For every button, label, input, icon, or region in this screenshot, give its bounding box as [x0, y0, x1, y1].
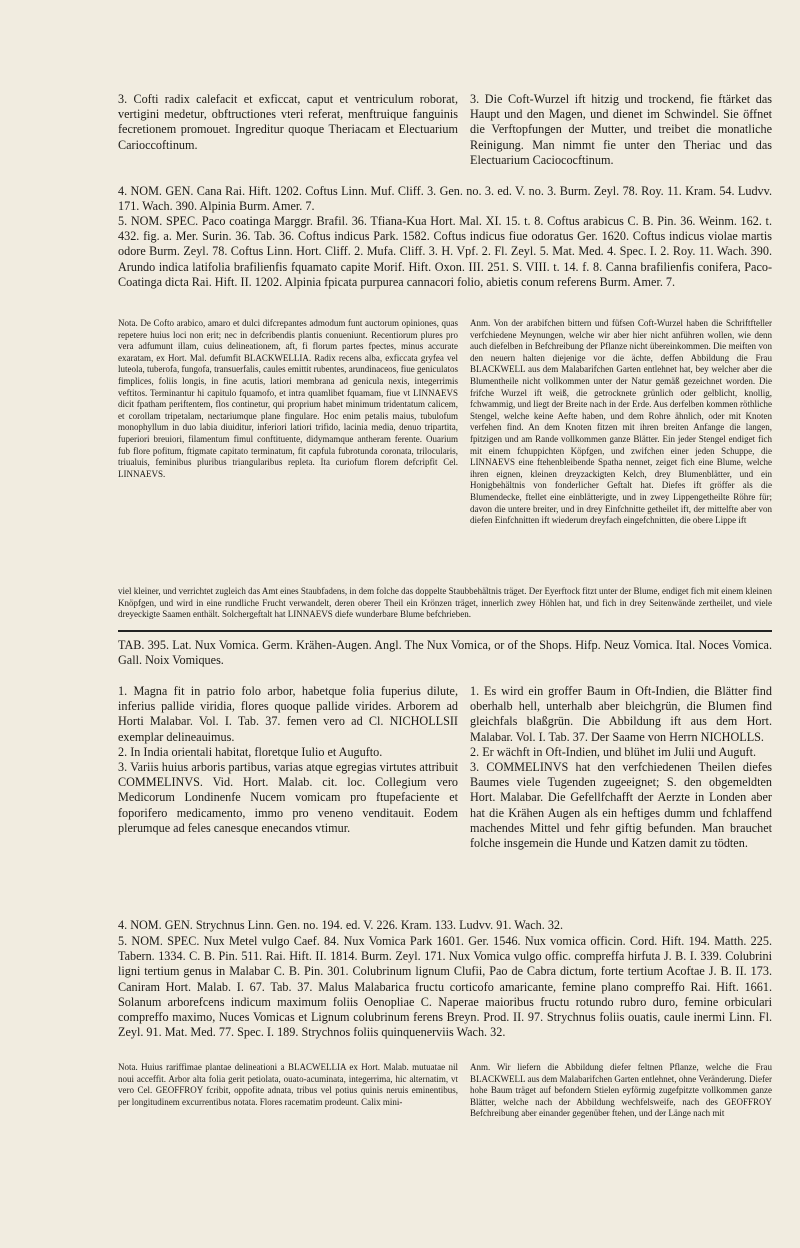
costus-german-paragraph-3: 3. Die Coft-Wurzel ift hitzig und trockend, fie ftärket das Haupt und den Magen, und dienet im Schwindel. Sie öffnet die Verftopfungen der Mutter, und treibet die monatliche Reinigung. Man nimmt fie unter den Theriac und das Electuarium Caciococftinum.	[470, 92, 772, 167]
nux-german-paragraph-2: 2. Er wächft in Oft-Indien, und blühet im Julii und Auguft.	[470, 744, 757, 759]
nux-latin-paragraph-3: 3. Variis huius arboris partibus, varias atque egregias virtutes attribuit COMMELINVS. Vid. Hort. Malab. cit. loc. Collegium vero Medicorum Londinenfe Nucem vomicam pro ftupefaciente et foporifero medicamento, immo pro veneno venditauit. Eodem plerumque ad feles canesque enecandos vtimur.	[118, 760, 458, 835]
costus-note-latin: Nota. De Cofto arabico, amaro et dulci difcrepantes admodum funt auctorum opiniones, quas repetere huius loci non erit; nec in defcribendis plantis conueniunt. Recentiorum plures pro vera adfumunt illam, cuius delineationem, aft, fi florum partes fpectes, minus accurate exaratam, ex Hort. Mal. defumfit BLACKWELLIA. Radix recens alba, exficcata gryfea vel luteola, tuberofa, fungofa, transuerfalis, caules emittit rubentes, arundinaceos, fiue geniculatos fimplices, foliis longis, in fine acutis, latiori membrana ad genicula nexis, integerrimis veftitos. Terminantur hi capitulo fquamofo, et intra quamlibet fquamam, fiue vt LINNAEVS dicit fpatham periftentem, flos continetur, qui proprium habet minimum tridentatum calicem, et corollam tripetalam, nectariumque plane fingulare. Hoc enim petalis maius, tubulofum monophyllum in duo labia diuiditur, inferiori latiori trifido, lacinia media, denuo tripartita, fuperiori breuiori, filamentum fimul conftituente, didymamque antheram ferente. Ouarium fub flore pofitum, ftigmate capitato terminatum, fit capfula fubrotunda coronata, trilocularis, triualuis, feminibus pluribus triangularibus repleta. Ita curiofum florem defcripfit Cel. LINNAEVS.	[118, 318, 458, 479]
costus-note-german: Anm. Von der arabifchen bittern und füfsen Coft-Wurzel haben die Schriftfteller verfchiedene Meynungen, welche wir aber hier nicht anführen wollen, wie denn auch diefelben in Befchreibung der Pflanze nicht übereinkommen. Die meiften von den neuern halten diejenige vor die ächte, deffen Abbildung die Frau BLACKWELL aus dem Malabarifchen Garten entlehnet hat, bey welcher aber die Blumentheile nicht vollkommen unter der Natur gemäß gezeichnet worden. Die frifche Wurzel ift weiß, die getrocknete grünlich oder gelblicht, knollig, fchwammig, und liegt der Breite nach in der Erde. Aus derfelben kommen röthliche Stengel, welche keine Aefte haben, und dem Rohre ähnlich, oder mit Knoten verfehen find. An dem Knoten fitzen mit ihren breiten Anfange die langen, fpitzigen und am Rande vollkommen ganze Blätter. Ein jeder Stengel endiget fich mit einem fchuppichten Köpfgen, und zwifchen einer jeden Schuppe, die LINNAEVS eine ftehenbleibende Spatha nennet, zeiget fich eine Blume, welche ihren eignen, kleinen dreyzackigten Kelch, drey Blumenblätter, und ein Honigbehältnis von fonderlicher Geftalt hat. Diefes ift gröffer als die Blumendecke, ftellet eine einblätterigte, und in zwey Lippengetheilte Röhre für; davon die untere breiter, und in drey Einfchnitte getheilet ift, der mittelfte aber von diefen Einfchnitten ift wiederum dreyfach eingefchnitten, die obere Lippe ift	[470, 318, 772, 526]
nux-latin-paragraph-2: 2. In India orientali habitat, floretque Iulio et Augufto.	[118, 744, 383, 759]
nux-nom-gen: 4. NOM. GEN. Strychnus Linn. Gen. no. 194. ed. V. 226. Kram. 133. Ludvv. 91. Wach. 32.	[118, 918, 564, 932]
nux-vomica-german-column	[470, 684, 772, 851]
nux-note-latin: Nota. Huius rariffimae plantae delineationi a BLACWELLIA ex Hort. Malab. mutuatae nil noui acceffit. Arbor alta folia gerit petiolata, ouato-acuminata, integerrima, hic alternatim, vt vero Cel. GEOFFROY fcribit, oppofite adnata, tribus vel potius quinis neruis eminentibus, per longitudinem excurrentibus notata. Flores racematim prodeunt. Calix mini-	[118, 1062, 458, 1107]
tab-395-heading: TAB. 395. Lat. Nux Vomica. Germ. Krähen-Augen. Angl. The Nux Vomica, or of the Shops. Hifp. Neuz Vomica. Ital. Noces Vomica. Gall. Noix Vomiques.	[118, 638, 772, 668]
nux-latin-paragraph-1: 1. Magna fit in patrio folo arbor, habetque folia fuperius dilute, inferius pallide viridia, flores quoque pallide virides. Arborem ad Horti Malabar. Vol. I. Tab. 37. femen vero ad Cl. NICHOLLSII exemplar delineauimus.	[118, 684, 458, 744]
nux-german-paragraph-3: 3. COMMELINVS hat den verfchiedenen Theilen diefes Baumes viele Tugenden zugeeignet; S. den obgemeldten Hort. Malabar. Die Gefellfchafft der Aerzte in Londen aber hat die Krähen Augen als ein heftiges dumm und fchlaffend machendes Mittel und fehr giftig befunden. Man brauchet folche insgemein die Hunde und Katzen damit zu tödten.	[470, 760, 772, 851]
nux-nom-spec: 5. NOM. SPEC. Nux Metel vulgo Caef. 84. Nux Vomica Park 1601. Ger. 1546. Nux vomica officin. Cord. Hift. 194. Matth. 225. Tabern. 1334. C. B. Pin. 511. Rai. Hift. II. 1814. Burm. Zeyl. 171. Nux Vomica vulgo offic. compreffa hirfuta J. B. I. 339. Colubrini ligni tertium genus in Malabar C. B. Pin. 301. Colubrinum lignum Clufii, Pao de Cabra dictum, forte tertium Acoftae J. B. II. 173. Caniram Hort. Malab. I. 67. Tab. 37. Malus Malabarica fructu corticofo amaricante, femine plano compreffo Rai. Hift. 1661. Solanum arborefcens indicum maximum foliis Oenopliae C. Naperae maioribus fructu rotundo rubro duro, femine orbiculari compreffo maximo, Nuces Vomicas et Lignum colubrinum ferens Breyn. Prod. II. 97. Strychnus foliis ouatis, caule inermi Linn. Fl. Zeyl. 91. Mat. Med. 77. Spec. I. 189. Strychnos foliis quinquenerviis Wach. 32.	[118, 934, 772, 1040]
nux-vomica-latin-column	[118, 684, 458, 836]
costus-note-german-continued: viel kleiner, und verrichtet zugleich das Amt eines Staubfadens, in dem folche das doppelte Staubbehältnis träget. Der Eyerftock fitzt unter der Blume, endiget fich mit einem kleinen Knöpfgen, und wird in eine rundliche Frucht verwandelt, deren oberer Theil ein Krönzen träget, innerlich zwey Höhlen hat, und fich in drey Seitenwände zertheilet, und viele dreyeckigte Saamen enthält. Solchergeftalt hat LINNAEVS diefe wunderbare Blume befchrieben.	[118, 586, 772, 620]
costus-nom-gen: 4. NOM. GEN. Cana Rai. Hift. 1202. Coftus Linn. Muf. Cliff. 3. Gen. no. 3. ed. V. no. 3. Burm. Zeyl. 78. Roy. 11. Kram. 54. Ludvv. 171. Wach. 390. Alpinia Burm. Amer. 7.	[118, 184, 772, 214]
costus-latin-paragraph-3: 3. Cofti radix calefacit et exficcat, caput et ventriculum roborat, vertigini medetur, obftructiones vteri referat, menftruique fanguinis fecretionem promouet. Ingreditur quoque Theriacam et Electuarium Carioccoftinum.	[118, 92, 458, 152]
costus-nom-spec: 5. NOM. SPEC. Paco coatinga Marggr. Brafil. 36. Tfiana-Kua Hort. Mal. XI. 15. t. 8. Coftus arabicus C. B. Pin. 36. Weinm. 162. t. 432. fig. a. Mer. Surin. 36. Tab. 36. Coftus indicus Park. 1582. Coftus indicus fiue odoratus Ger. 1620. Coftus indicus violae martis odore Burm. Zeyl. 78. Coftus Linn. Hort. Cliff. 2. Mufa. Cliff. 3. H. Vpf. 2. Fl. Zeyl. 5. Mat. Med. 4. Spec. I. 2. Roy. 11. Wach. 390. Arundo indica latifolia brafilienfis fquamato capite Morif. Hift. Oxon. III. 251. S. VIII. t. 14. f. 8. Canna brafilienfis conifera, Paco-Coatinga dicta Rai. Hift. II. 1202. Alpinia fpicata purpurea cannacori folio, abietis conum referens Burm. Amer. 7.	[118, 214, 772, 289]
nux-german-paragraph-1: 1. Es wird ein groffer Baum in Oft-Indien, die Blätter find oberhalb hell, unterhalb aber bleichgrün, die Blumen find gleichfals blaßgrün. Die Abbildung ift aus dem Hort. Malabar. Vol. I. Tab. 37. Der Saame von Herrn NICHOLLS.	[470, 684, 772, 744]
nux-note-german: Anm. Wir liefern die Abbildung diefer feltnen Pflanze, welche die Frau BLACKWELL aus dem Malabarifchen Garten entlehnet, ohne Veränderung. Diefer hohe Baum träget auf befondern Stielen eyförmig zugefpitzte vollkommen ganze Blätter, welche nach der Abbildung wechfelsweife, nach des GEOFFROY Befchreibung aber einander gegenüber ftehen, und der Länge nach mit	[470, 1062, 772, 1119]
section-divider	[118, 630, 772, 632]
